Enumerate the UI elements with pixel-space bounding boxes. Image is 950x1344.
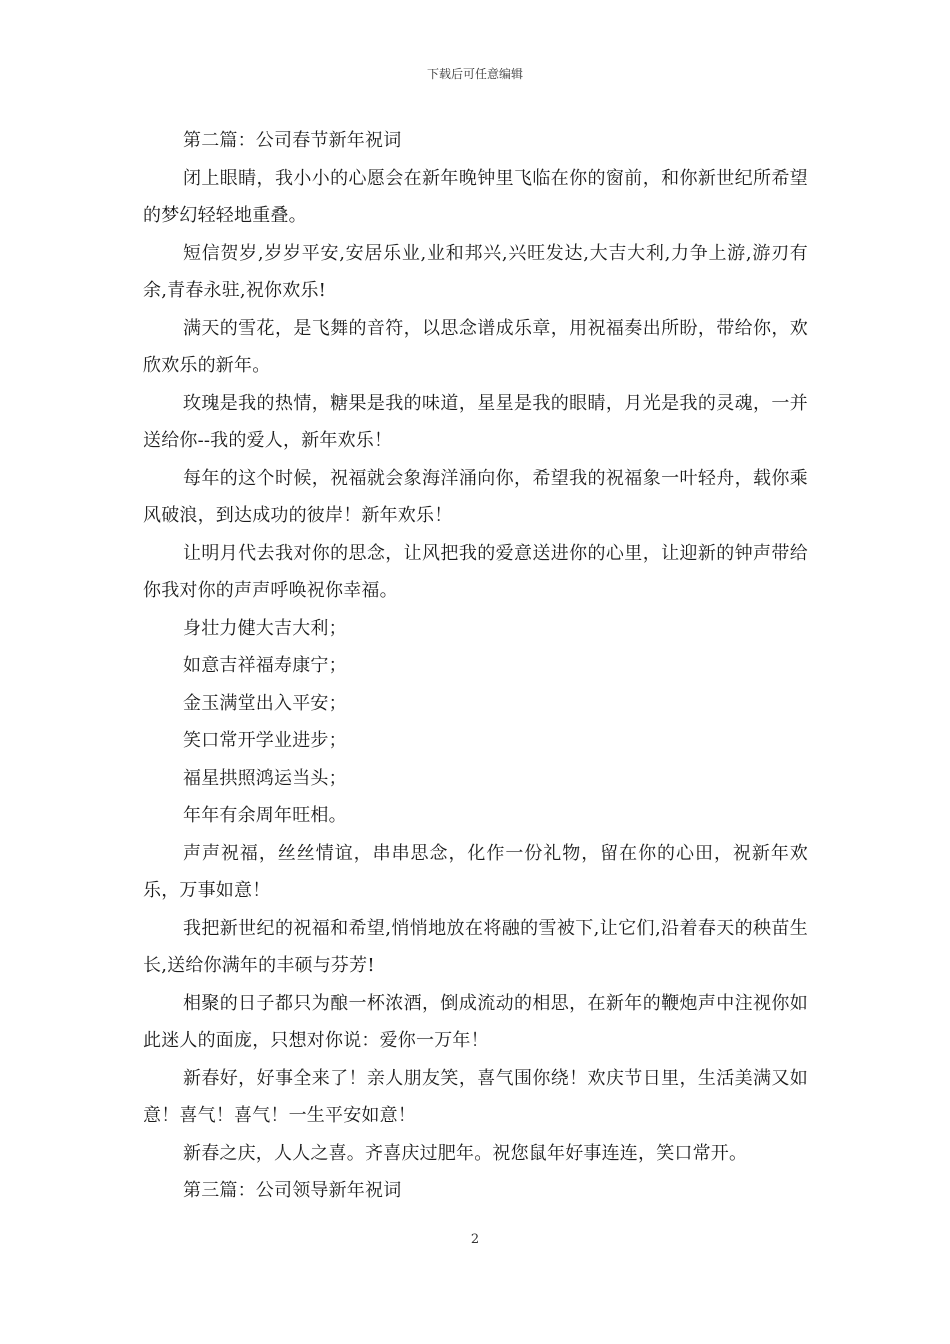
paragraph: 新春好，好事全来了！亲人朋友笑，喜气围你绕！欢庆节日里，生活美满又如意！喜气！喜气！一生平安如意！ bbox=[143, 1067, 808, 1126]
page-number: 2 bbox=[470, 1232, 480, 1247]
verse-line: 如意吉祥福寿康宁； bbox=[183, 655, 347, 676]
paragraph: 每年的这个时候，祝福就会象海洋涌向你，希望我的祝福象一叶轻舟，载你乘风破浪，到达成功的彼岸！新年欢乐！ bbox=[143, 467, 808, 526]
paragraph: 让明月代去我对你的思念，让风把我的爱意送进你的心里，让迎新的钟声带给你我对你的声声呼唤祝你幸福。 bbox=[143, 542, 808, 601]
paragraph: 短信贺岁,岁岁平安,安居乐业,业和邦兴,兴旺发达,大吉大利,力争上游,游刃有余,青春永驻,祝你欢乐! bbox=[143, 242, 808, 301]
verse-line: 笑口常开学业进步； bbox=[183, 730, 347, 751]
verse-line: 金玉满堂出入平安； bbox=[183, 692, 347, 714]
paragraph: 玫瑰是我的热情，糖果是我的味道，星星是我的眼睛，月光是我的灵魂，一并送给你--我的爱人，新年欢乐！ bbox=[143, 392, 808, 451]
paragraph: 闭上眼睛，我小小的心愿会在新年晚钟里飞临在你的窗前，和你新世纪所希望的梦幻轻轻地重叠。 bbox=[143, 167, 808, 226]
verse-line: 福星拱照鸿运当头； bbox=[183, 767, 347, 789]
verse-line: 身壮力健大吉大利； bbox=[183, 617, 347, 639]
paragraph: 新春之庆，人人之喜。齐喜庆过肥年。祝您鼠年好事连连，笑口常开。 bbox=[183, 1142, 748, 1164]
paragraph: 声声祝福，丝丝情谊，串串思念，化作一份礼物，留在你的心田，祝新年欢乐，万事如意！ bbox=[143, 842, 808, 901]
page-header: 下载后可任意编辑 bbox=[426, 67, 523, 81]
section-heading-2: 第二篇：公司春节新年祝词 bbox=[183, 130, 402, 151]
section-heading-3: 第三篇：公司领导新年祝词 bbox=[183, 1180, 402, 1201]
document-body bbox=[143, 122, 808, 1210]
paragraph: 我把新世纪的祝福和希望,悄悄地放在将融的雪被下,让它们,沿着春天的秧苗生长,送给你满年的丰硕与芬芳! bbox=[143, 917, 808, 976]
verse-line: 年年有余周年旺相。 bbox=[183, 805, 347, 826]
paragraph: 满天的雪花，是飞舞的音符，以思念谱成乐章，用祝福奏出所盼，带给你，欢欣欢乐的新年。 bbox=[143, 317, 808, 376]
paragraph: 相聚的日子都只为酿一杯浓酒，倒成流动的相思，在新年的鞭炮声中注视你如此迷人的面庞，只想对你说：爱你一万年！ bbox=[143, 992, 808, 1051]
